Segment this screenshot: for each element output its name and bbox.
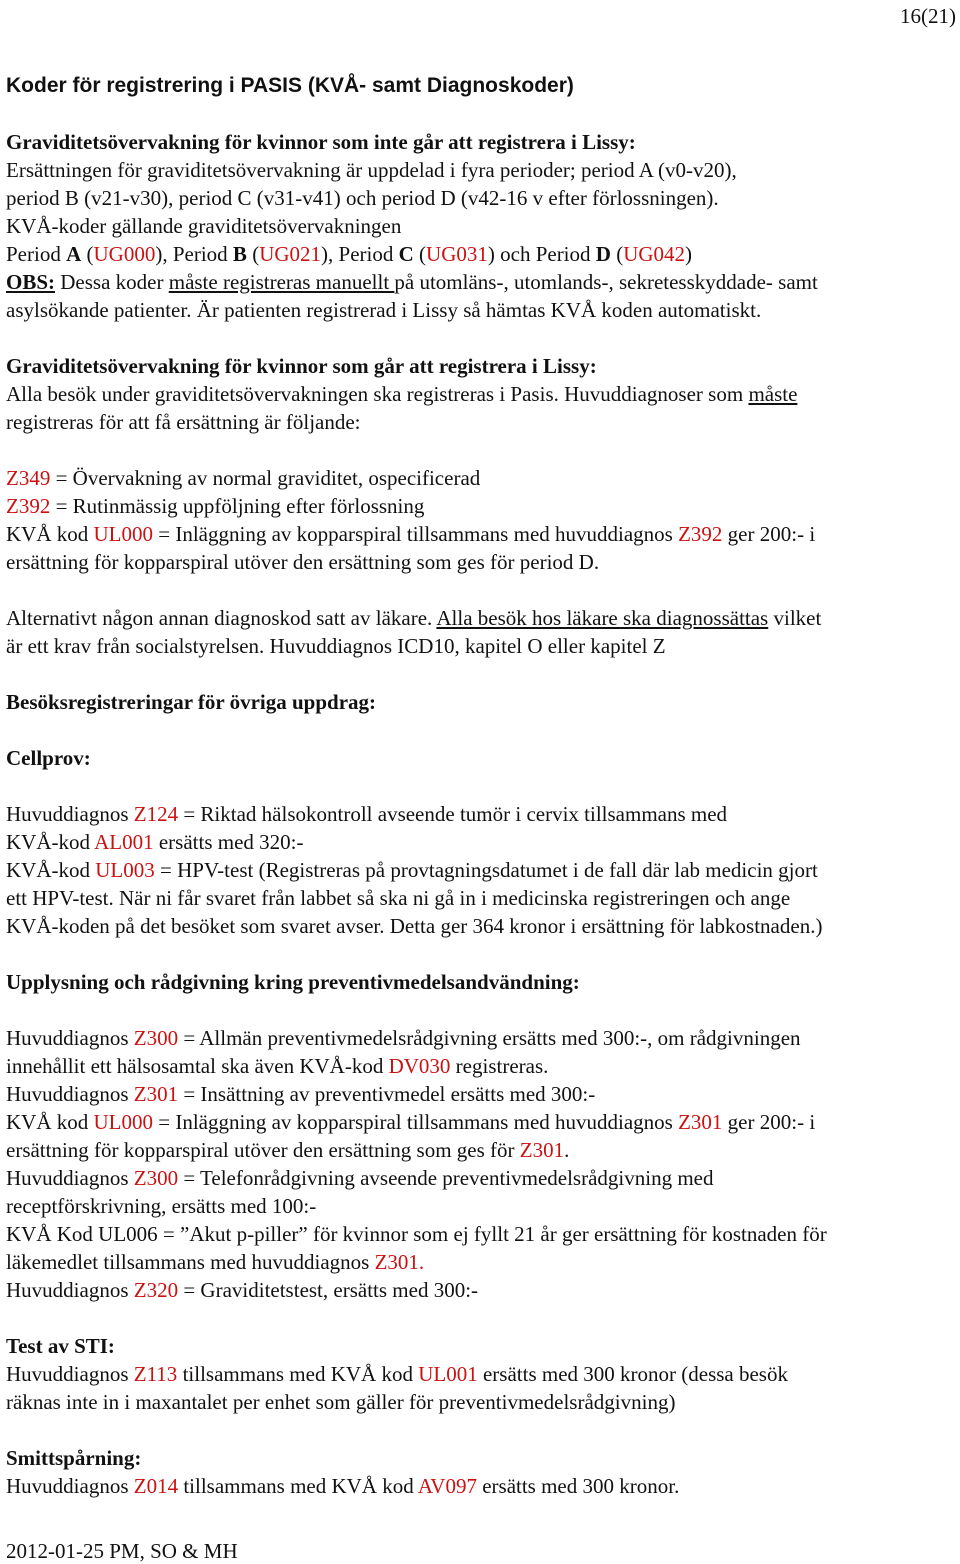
code-ul003: UL003 <box>95 858 155 882</box>
diagnosis-line: Huvuddiagnos Z014 tillsammans med KVÅ kod AV097 ersätts med 300 kronor. <box>6 1474 680 1498</box>
code-z124: Z124 <box>133 802 179 826</box>
spacer <box>6 996 954 1024</box>
section-heading-6: Smittspårning: <box>6 1446 142 1470</box>
spacer <box>6 772 954 800</box>
paragraph-line: KVÅ-koder gällande graviditetsövervakningen <box>6 214 402 238</box>
section-heading-4: Upplysning och rådgivning kring preventivmedelsandvändning: <box>6 970 580 994</box>
spacer <box>6 660 954 688</box>
diagnosis-line: Huvuddiagnos Z124 = Riktad hälsokontroll avseende tumör i cervix tillsammans med <box>6 802 728 826</box>
code-ul000: UL000 <box>93 1110 153 1134</box>
section-heading-1: Graviditetsövervakning för kvinnor som inte går att registrera i Lissy: <box>6 130 636 154</box>
code-z300: Z300 <box>133 1026 179 1050</box>
code-z301: Z301 <box>678 1110 723 1134</box>
code-z113: Z113 <box>133 1362 178 1386</box>
code-z349: Z349 <box>6 466 51 490</box>
code-ul000: UL000 <box>93 522 153 546</box>
code-ug031: UG031 <box>426 242 488 266</box>
code-ug021: UG021 <box>259 242 322 266</box>
paragraph-line: ersättning för kopparspiral utöver den ersättning som ges för period D. <box>6 550 600 574</box>
paragraph-line: registreras för att få ersättning är följande: <box>6 410 361 434</box>
page-number: 16(21) <box>900 4 956 28</box>
kva-line: KVÅ-kod UL003 = HPV-test (Registreras på provtagningsdatumet i de fall där lab medicin gjort <box>6 858 818 882</box>
paragraph-line: Alla besök under graviditetsövervakningen ska registreras i Pasis. Huvuddiagnoser som måste <box>6 382 798 406</box>
footer-date: 2012-01-25 PM, SO & MH <box>6 1539 238 1563</box>
code-z014: Z014 <box>133 1474 179 1498</box>
diagnosis-line: Z349 = Övervakning av normal graviditet, ospecificerad <box>6 466 481 490</box>
section-heading-2: Graviditetsövervakning för kvinnor som går att registrera i Lissy: <box>6 354 597 378</box>
diagnosis-line: Huvuddiagnos Z300 = Telefonrådgivning avseende preventivmedelsrådgivning med <box>6 1166 714 1190</box>
code-z301: Z301 <box>133 1082 179 1106</box>
spacer <box>6 576 954 604</box>
paragraph-line: är ett krav från socialstyrelsen. Huvuddiagnos ICD10, kapitel O eller kapitel Z <box>6 634 666 658</box>
paragraph-line: receptförskrivning, ersätts med 100:- <box>6 1194 317 1218</box>
period-codes-line: Period A (UG000), Period B (UG021), Period C (UG031) och Period D (UG042) <box>6 242 693 266</box>
spacer <box>6 940 954 968</box>
diagnosis-line: Huvuddiagnos Z301 = Insättning av preventivmedel ersätts med 300:- <box>6 1082 596 1106</box>
page-title: Koder för registrering i PASIS (KVÅ- samt Diagnoskoder) <box>6 74 574 97</box>
spacer <box>6 1416 954 1444</box>
paragraph-line: ersättning för kopparspiral utöver den ersättning som ges för Z301. <box>6 1138 570 1162</box>
code-z392: Z392 <box>678 522 723 546</box>
code-av097: AV097 <box>417 1474 477 1498</box>
paragraph-line: asylsökande patienter. Är patienten registrerad i Lissy så hämtas KVÅ koden automatiskt. <box>6 298 762 322</box>
code-al001: AL001 <box>94 830 154 854</box>
spacer <box>6 1304 954 1332</box>
obs-line: OBS: Dessa koder måste registreras manuellt på utomläns-, utomlands-, sekretesskyddade- samt <box>6 270 818 294</box>
paragraph-line: period B (v21-v30), period C (v31-v41) och period D (v42-16 v efter förlossningen). <box>6 186 719 210</box>
spacer <box>6 716 954 744</box>
paragraph-line: KVÅ-koden på det besöket som svaret avser. Detta ger 364 kronor i ersättning för labkostnaden.) <box>6 914 823 938</box>
diagnosis-line: Huvuddiagnos Z300 = Allmän preventivmedelsrådgivning ersätts med 300:-, om rådgivningen <box>6 1026 801 1050</box>
code-z392: Z392 <box>6 494 51 518</box>
paragraph-line: läkemedlet tillsammans med huvuddiagnos Z301. <box>6 1250 425 1274</box>
spacer <box>6 436 954 464</box>
code-dv030: DV030 <box>388 1054 451 1078</box>
code-z301: Z301. <box>374 1250 425 1274</box>
paragraph-line: räknas inte in i maxantalet per enhet som gäller för preventivmedelsrådgivning) <box>6 1390 676 1414</box>
obs-label: OBS: <box>6 270 56 294</box>
section-heading-3: Besöksregistreringar för övriga uppdrag: <box>6 690 377 714</box>
diagnosis-line: Huvuddiagnos Z320 = Graviditetstest, ersätts med 300:- <box>6 1278 479 1302</box>
code-ug042: UG042 <box>623 242 686 266</box>
paragraph-line: Ersättningen för graviditetsövervakning är uppdelad i fyra perioder; period A (v0-v20), <box>6 158 737 182</box>
code-ul001: UL001 <box>418 1362 478 1386</box>
document-body <box>6 128 954 1500</box>
kva-line: KVÅ kod UL000 = Inläggning av kopparspiral tillsammans med huvuddiagnos Z392 ger 200:- i <box>6 522 816 546</box>
diagnosis-line: Z392 = Rutinmässig uppföljning efter förlossning <box>6 494 425 518</box>
subheading-cellprov: Cellprov: <box>6 746 91 770</box>
spacer <box>6 324 954 352</box>
kva-line: KVÅ kod UL000 = Inläggning av kopparspiral tillsammans med huvuddiagnos Z301 ger 200:- i <box>6 1110 816 1134</box>
section-heading-5: Test av STI: <box>6 1334 115 1358</box>
code-z320: Z320 <box>133 1278 179 1302</box>
kva-line: KVÅ Kod UL006 = ”Akut p-piller” för kvinnor som ej fyllt 21 år ger ersättning för kostnaden för <box>6 1222 827 1246</box>
code-ug000: UG000 <box>93 242 156 266</box>
paragraph-line: ett HPV-test. När ni får svaret från labbet så ska ni gå in i medicinska registreringen och ange <box>6 886 791 910</box>
code-z300: Z300 <box>133 1166 179 1190</box>
code-z301: Z301 <box>519 1138 565 1162</box>
kva-line: KVÅ-kod AL001 ersätts med 320:- <box>6 830 304 854</box>
paragraph-line: Alternativt någon annan diagnoskod satt av läkare. Alla besök hos läkare ska diagnossättas vilket <box>6 606 822 630</box>
paragraph-line: innehållit ett hälsosamtal ska även KVÅ-kod DV030 registreras. <box>6 1054 549 1078</box>
diagnosis-line: Huvuddiagnos Z113 tillsammans med KVÅ kod UL001 ersätts med 300 kronor (dessa besök <box>6 1362 788 1386</box>
